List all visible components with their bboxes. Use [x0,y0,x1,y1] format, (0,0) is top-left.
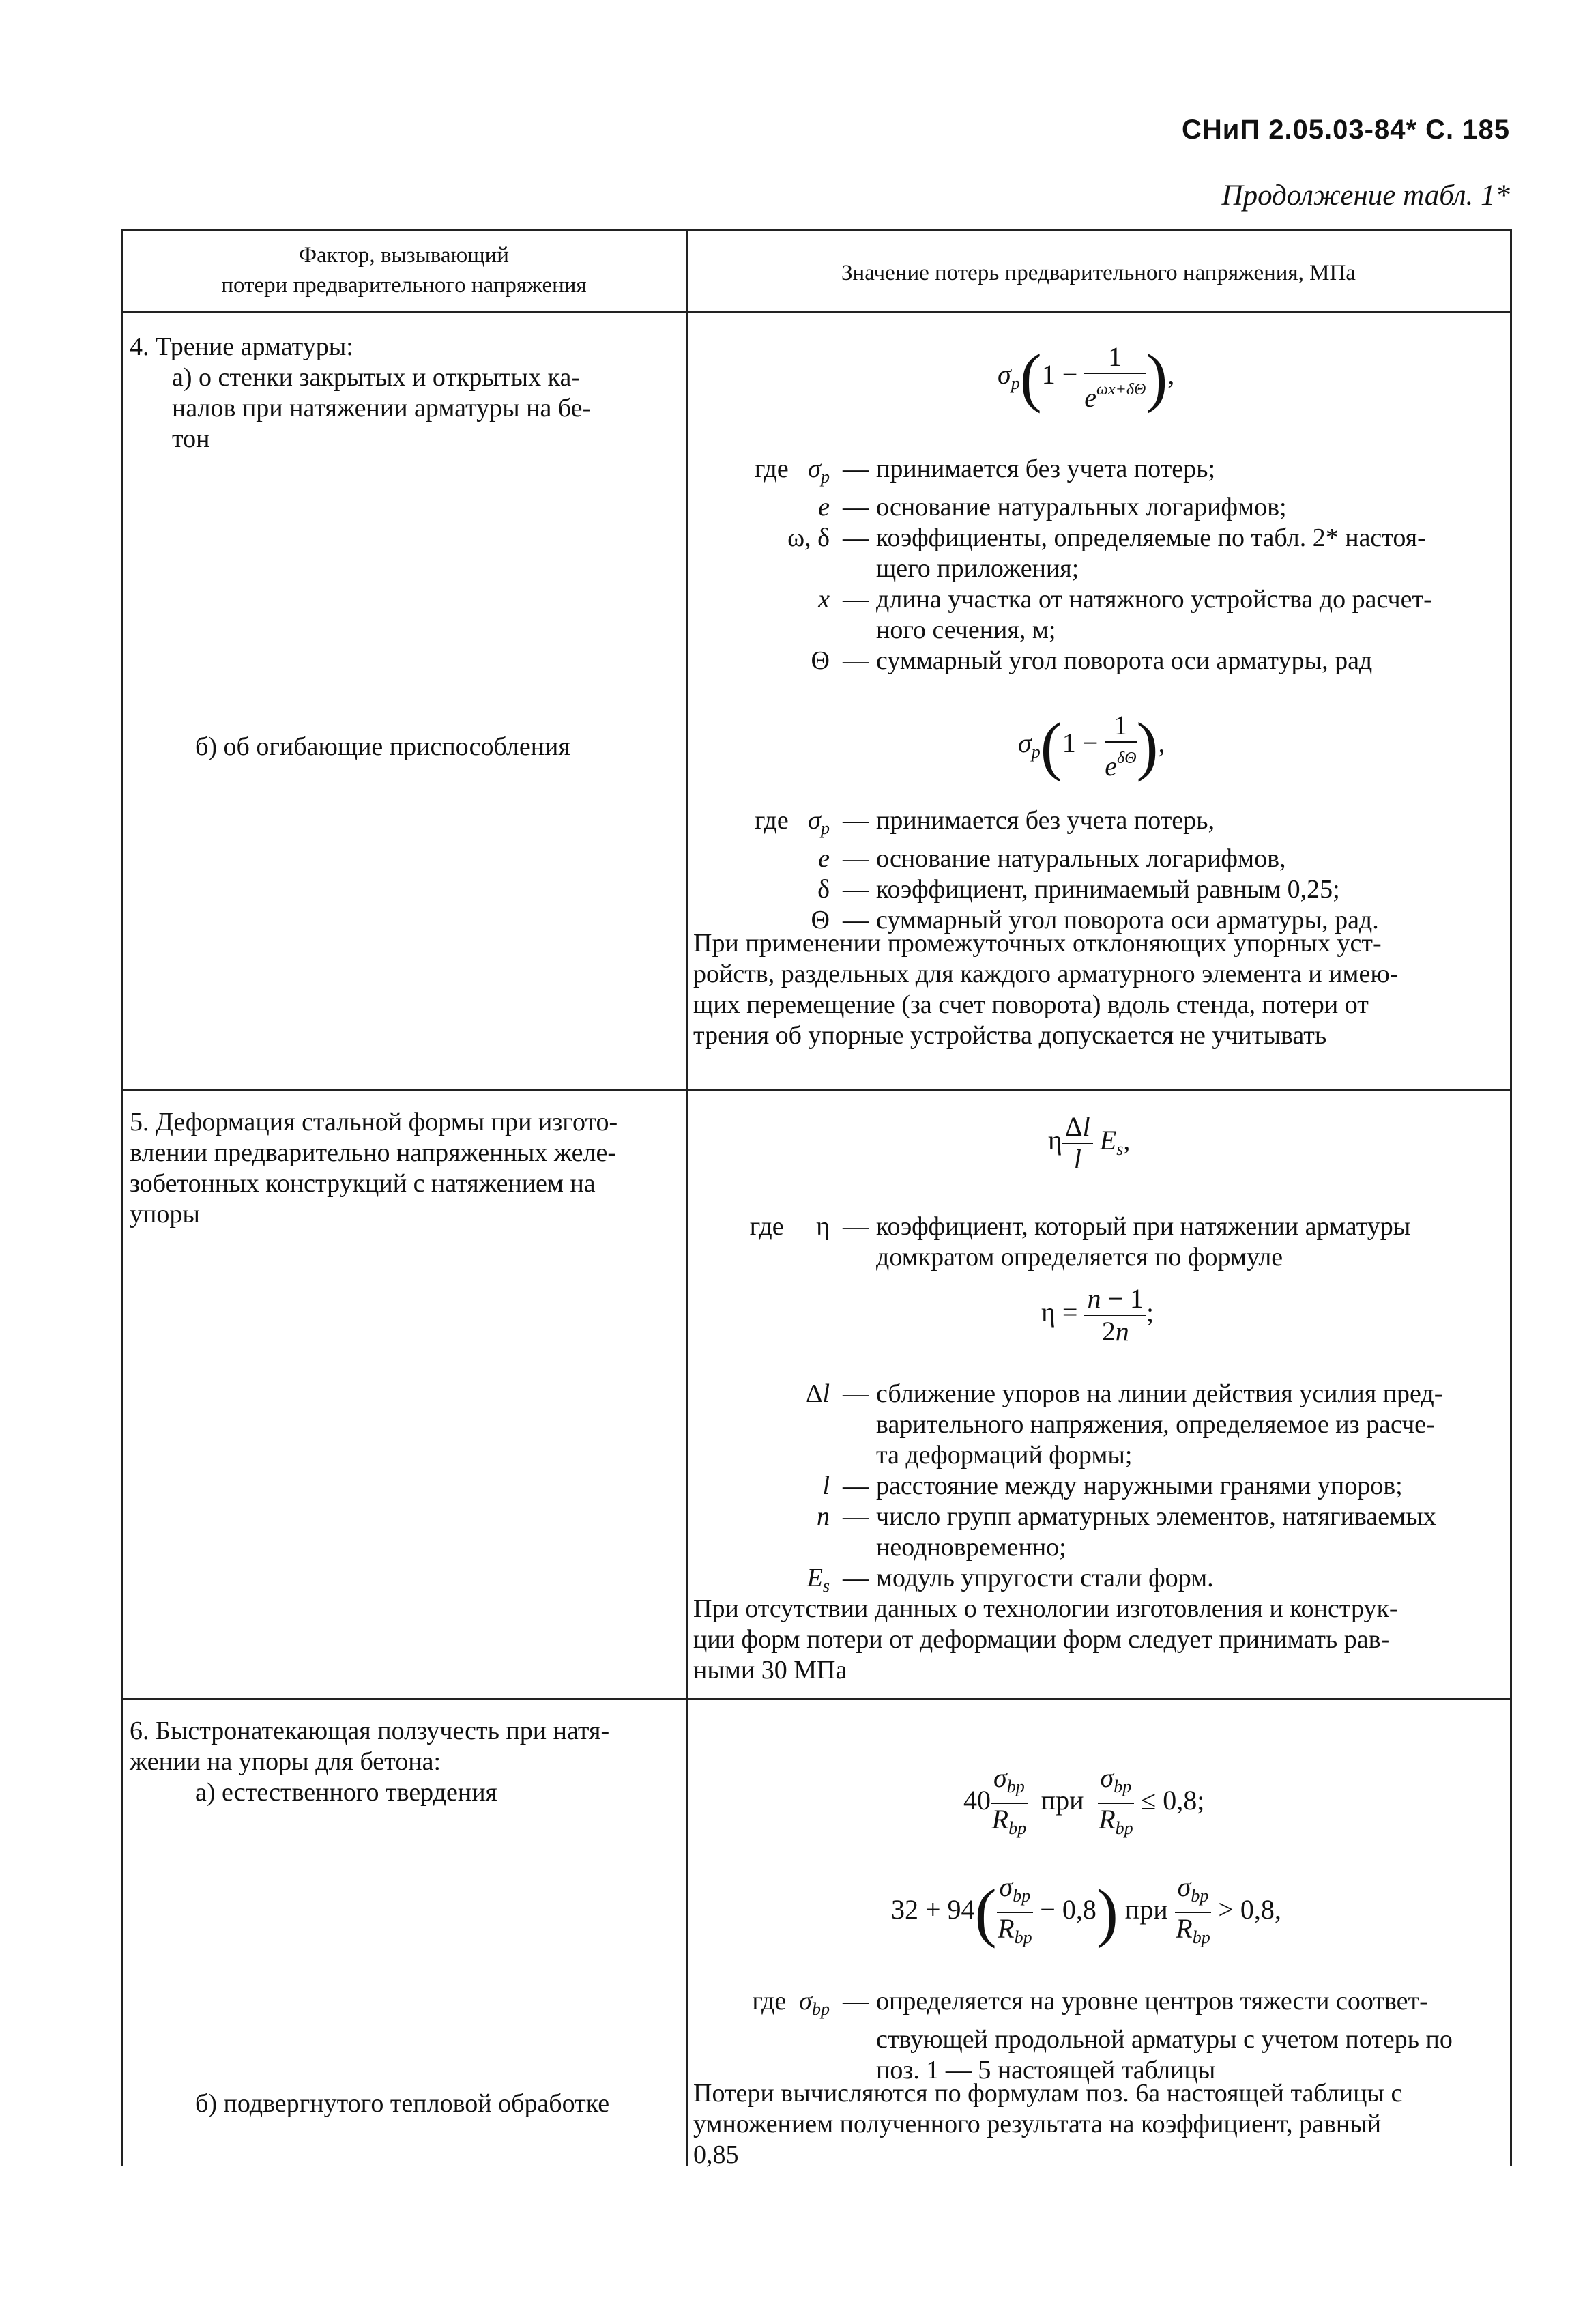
row4-item-a [172,362,677,455]
row5-bottom-border [121,1698,1512,1700]
def-sigma-bp-cont: поз. 1 — 5 настоящей таблицы [876,2056,1216,2084]
row5-note [693,1594,1505,1686]
row4-note-line: ройств, раздельных для каждого арматурного элемента и имею- [693,960,1399,988]
row6-note-line: Потери вычисляются по формулам поз. 6а настоящей таблицы с [693,2079,1403,2108]
row6-title-line: 6. Быстронатекающая ползучесть при натя- [130,1717,610,1745]
def-omega-delta-cont: щего приложения; [876,554,1079,583]
column-header-factor-line1: Фактор, вызывающий [299,243,509,268]
row6-definition: где $\sigma_{bp}$ — определяется на уровне центров тяжести соответ- ствующей продольной арматуры с учетом потерь по поз. 1 — 5 настоящей таблицы [693,1986,1505,2086]
row5-note-line: При отсутствии данных о технологии изготовления и конструк- [693,1594,1398,1623]
row6-formula-2: 32 + 94( $\frac{\sigma_{bp}}{R_{bp}}$ − 0,8) при $\frac{\sigma_{bp}}{R_{bp}}$ > 0,8, [891,1871,1281,1949]
column-divider [686,229,688,2166]
def-delta-l-cont: та деформаций формы; [876,1441,1133,1469]
row6-note-line: 0,85 [693,2140,739,2169]
header-bottom-border [121,311,1512,313]
row4-title: 4. Трение арматуры: [130,332,353,361]
def-b-sigma-p: принимается без учета потерь, [876,806,1215,835]
row4-definitions-a: где $\sigma_p$ — принимается без учета потерь; e — основание натуральных логарифмов; ω, δ — коэффициенты, определяемые по табл. 2* настоя- щего приложения; x — длина участка от натяжного устройства до расчет- ного сечения, м; Θ — суммарный угол поворота оси арматуры, рад [693,454,1505,676]
row4-formula-a: $\sigma_p(1$ − $\frac{1}{e^{\omega x+\delta\Theta}}$ ), [998,341,1175,414]
table-top-border [121,229,1512,231]
def-symbol-omega-delta: ω, δ [787,523,830,552]
def-e: основание натуральных логарифмов; [876,493,1287,521]
row4-bottom-border [121,1089,1512,1091]
def-n: число групп арматурных элементов, натягиваемых [876,1502,1436,1531]
row6-note [693,2078,1505,2170]
row6-title-line: жении на упоры для бетона: [130,1747,441,1776]
def-n-cont: неодновременно; [876,1533,1066,1562]
def-l: расстояние между наружными гранями упоров; [876,1472,1403,1500]
row5-title-line: 5. Деформация стальной формы при изгото- [130,1108,618,1136]
row6-item-b: б) подвергнутого тепловой обработке [195,2089,610,2118]
def-eta-cont: домкратом определяется по формуле [876,1243,1283,1272]
def-sigma-bp-cont: ствующей продольной арматуры с учетом потерь по [876,2025,1453,2054]
row5-title [130,1107,679,1230]
def-b-theta: суммарный угол поворота оси арматуры, рад. [876,906,1379,934]
row4-item-a-line3: тон [172,425,210,453]
row5-title-line: зобетонных конструкций с натяжением на [130,1169,596,1198]
table-continuation: Продолжение табл. 1* [1221,180,1510,212]
row5-note-line: ными 30 МПа [693,1656,847,1684]
def-omega-delta: коэффициенты, определяемые по табл. 2* настоя- [876,523,1426,552]
row4-note [693,928,1505,1051]
row6-note-line: умножением полученного результата на коэффициент, равный [693,2110,1382,2138]
row4-note-line: щих перемещение (за счет поворота) вдоль стенда, потери от [693,990,1369,1019]
def-x: длина участка от натяжного устройства до расчет- [876,585,1432,614]
row4-note-line: При применении промежуточных отклоняющих упорных уст- [693,929,1382,958]
row4-definitions-b: где $\sigma_p$ — принимается без учета потерь, e — основание натуральных логарифмов, δ — коэффициент, принимаемый равным 0,25; Θ — суммарный угол поворота оси арматуры, рад. [693,805,1505,936]
def-es: модуль упругости стали форм. [876,1564,1214,1592]
column-header-value: Значение потерь предварительного напряжения, МПа [841,261,1356,285]
def-b-e: основание натуральных логарифмов, [876,844,1286,873]
row5-definitions: Δl — сближение упоров на линии действия усилия пред- варительного напряжения, определяемое из расче- та деформаций формы; l — расстояние между наружными гранями упоров; n — число групп арматурных элементов, натягиваемых неодновременно; $E_s$ — модуль упругости стали форм. [693,1379,1505,1601]
row4-item-b: б) об огибающие приспособления [195,732,570,761]
def-sigma-p: принимается без учета потерь; [876,455,1216,483]
row5-note-line: ции форм потери от деформации форм следует принимать рав- [693,1625,1390,1654]
row6-title [130,1716,679,1777]
table-right-border [1510,229,1512,2166]
table-left-border [121,229,123,2166]
row4-item-a-line2: налов при натяжении арматуры на бе- [172,394,592,422]
page-code: СНиП 2.05.03-84* С. 185 [1181,115,1510,145]
def-b-delta: коэффициент, принимаемый равным 0,25; [876,875,1340,904]
row5-eta-definition: где η — коэффициент, который при натяжении арматуры домкратом определяется по формуле [693,1211,1505,1273]
row5-title-line: влении предварительно напряженных желе- [130,1138,617,1167]
def-delta-l-cont: варительного напряжения, определяемое из расче- [876,1410,1435,1439]
row4-item-a-line1: а) о стенки закрытых и открытых ка- [172,363,580,392]
def-sigma-bp: определяется на уровне центров тяжести соответ- [876,1987,1428,2015]
def-x-cont: ного сечения, м; [876,616,1056,644]
row5-title-line: упоры [130,1200,200,1229]
row6-formula-1: 40 $\frac{\sigma_{bp}}{R_{bp}}$ при $\frac{\sigma_{bp}}{R_{bp}}$ ≤ 0,8; [963,1762,1205,1838]
def-eta: коэффициент, который при натяжении арматуры [876,1212,1411,1241]
row5-eta-formula: η = $\frac{n - 1}{2n}$ ; [1041,1283,1154,1347]
row4-formula-b: $\sigma_p(1$ − $\frac{1}{e^{\delta\Theta}}$ ), [1018,709,1165,782]
row6-item-a: а) естественного твердения [195,1778,498,1807]
row5-formula: η $\frac{\Delta l}{l}$ $E_s$, [1048,1111,1131,1175]
column-header-factor-line2: потери предварительного напряжения [221,273,587,298]
def-delta-l: сближение упоров на линии действия усилия пред- [876,1379,1443,1408]
row4-note-line: трения об упорные устройства допускается не учитывать [693,1021,1327,1050]
column-header-factor [124,240,684,300]
def-theta: суммарный угол поворота оси арматуры, рад [876,646,1373,675]
